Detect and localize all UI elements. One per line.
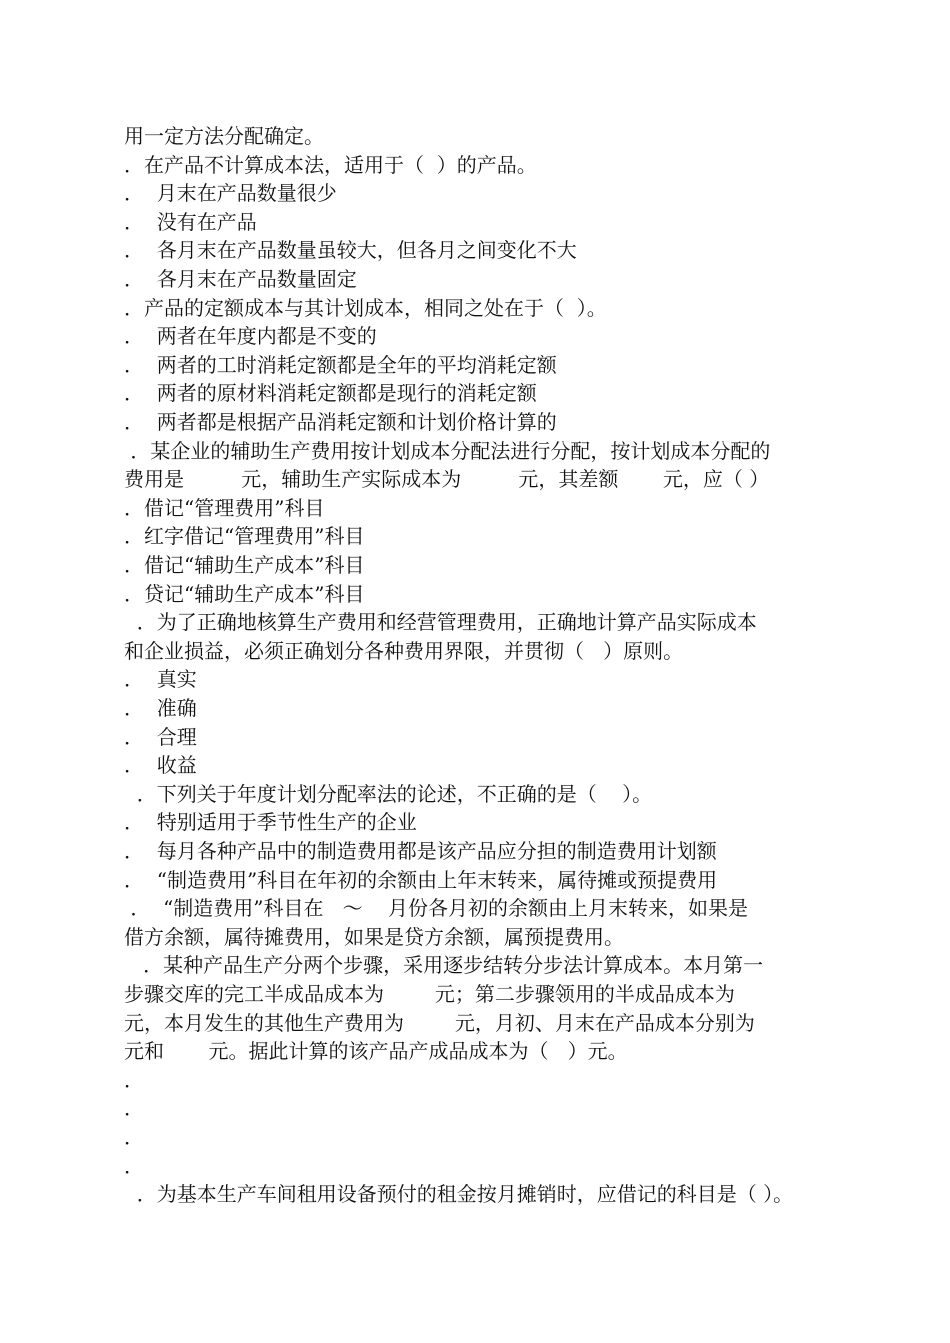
text-line: ． xyxy=(124,1067,144,1092)
text-line: ．在产品不计算成本法，适用于（ ）的产品。 xyxy=(124,152,537,177)
text-line: ． 特别适用于季节性生产的企业 xyxy=(124,810,417,835)
text-line: ．下列关于年度计划分配率法的论述，不正确的是（ ）。 xyxy=(124,781,653,806)
text-line: ．贷记“辅助生产成本”科目 xyxy=(124,581,365,606)
text-line: ．为基本生产车间租用设备预付的租金按月摊销时，应借记的科目是（ ）。 xyxy=(124,1182,794,1207)
text-line: ．某种产品生产分两个步骤，采用逐步结转分步法计算成本。本月第一 xyxy=(124,953,764,978)
text-line: ． xyxy=(124,1096,144,1121)
text-line: 步骤交库的完工半成品成本为 元；第二步骤领用的半成品成本为 xyxy=(124,982,735,1006)
text-line: ． 两者都是根据产品消耗定额和计划价格计算的 xyxy=(124,410,557,434)
text-line: ． 真实 xyxy=(124,667,197,692)
text-line: ． 收益 xyxy=(124,753,197,778)
text-line: 元和 元。据此计算的该产品产成品成本为（ ）元。 xyxy=(124,1039,628,1064)
text-line: 元，本月发生的其他生产费用为 元，月初、月末在产品成本分别为 xyxy=(124,1010,755,1035)
text-line: 和企业损益，必须正确划分各种费用界限，并贯彻（ ）原则。 xyxy=(124,638,684,663)
text-line: ．产品的定额成本与其计划成本，相同之处在于（ ）。 xyxy=(124,295,607,320)
text-line: ． “制造费用”科目在年初的余额由上年末转来，属待摊或预提费用 xyxy=(124,867,718,892)
text-line: ． 两者在年度内都是不变的 xyxy=(124,324,377,349)
text-line: ．借记“管理费用”科目 xyxy=(124,495,325,520)
text-line: 用一定方法分配确定。 xyxy=(124,124,324,148)
text-line: ． 两者的工时消耗定额都是全年的平均消耗定额 xyxy=(124,352,557,377)
text-line: ． xyxy=(124,1125,144,1149)
text-line: ． 两者的原材料消耗定额都是现行的消耗定额 xyxy=(124,381,537,406)
text-line: ． 没有在产品 xyxy=(124,209,257,234)
text-line: ． 准确 xyxy=(124,696,197,720)
text-line: ．借记“辅助生产成本”科目 xyxy=(124,553,365,577)
text-line: ． 合理 xyxy=(124,724,197,749)
text-line: 借方余额，属待摊费用，如果是贷方余额，属预提费用。 xyxy=(124,924,624,949)
text-line: ． 每月各种产品中的制造费用都是该产品应分担的制造费用计划额 xyxy=(124,839,717,863)
text-line: ． 各月末在产品数量固定 xyxy=(124,267,357,291)
text-line: ．某企业的辅助生产费用按计划成本分配法进行分配，按计划成本分配的 xyxy=(124,438,771,463)
text-line: ． xyxy=(124,1153,144,1178)
text-line: ． 各月末在产品数量虽较大，但各月之间变化不大 xyxy=(124,238,577,263)
text-line: ．为了正确地核算生产费用和经营管理费用，正确地计算产品实际成本 xyxy=(124,610,757,635)
text-line: ． “制造费用”科目在 ～ 月份各月初的余额由上月末转来，如果是 xyxy=(124,896,749,921)
text-line: ．红字借记“管理费用”科目 xyxy=(124,524,365,549)
text-line: 费用是 元，辅助生产实际成本为 元，其差额 元，应（ ） xyxy=(124,467,770,492)
text-line: ． 月末在产品数量很少 xyxy=(124,181,337,206)
